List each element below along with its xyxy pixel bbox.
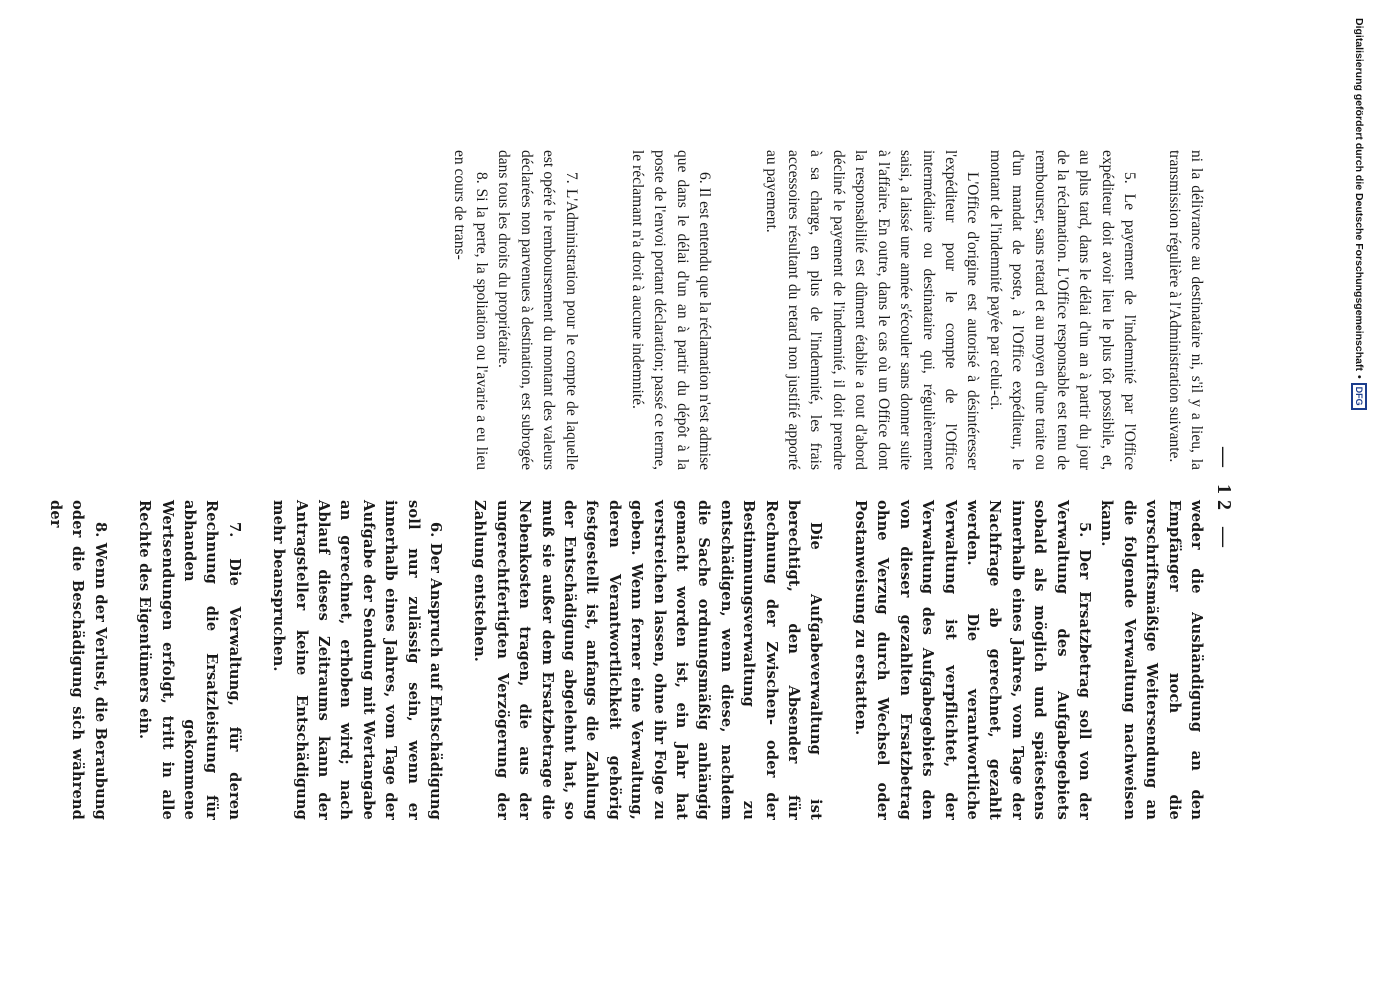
french-paragraph: L'Office d'origine est autorisé à désintéresser l'expéditeur pour le compte de l'Office intermédiaire ou destinataire qui, régulièrement saisi, a laissé une année s'écouler sans donner suite à l'affaire. En outre, dans le cas où un Office dont la responsabilité est dûment établie a tout d'abord décliné le payement de l'indemnité, il doit prendre à sa charge, en plus de l'indemnité, les frais accessoires résultant du retard non justifié apporté au payement. (762, 150, 982, 470)
german-paragraph: weder die Aushändigung an den Empfänger noch die vorschriftsmäßige Weitersendung an die folgende Verwaltung nachweisen kann. (1098, 500, 1205, 820)
watermark-text: Digitalisierung gefördert durch die Deutsche Forschungsgemeinschaft (1353, 18, 1365, 371)
french-paragraph: ni la délivrance au destinataire ni, s'il y a lieu, la transmission régulière à l'Administration suivante. (1165, 150, 1205, 470)
rotated-page (46, 150, 1235, 850)
french-paragraph: 5. Le payement de l'indemnité par l'Office expéditeur doit avoir lieu le plus tôt possibile, et, au plus tard, dans le délai d'un an à partir du jour de la réclamation. L'Office responsable est tenu de rembourser, sans retard et au moyen d'une traite ou d'un mandat de poste, à l'Office expéditeur, le montant de l'indemnité payée par celui-ci. (986, 150, 1139, 470)
french-column (447, 150, 1207, 470)
german-paragraph: 7. Die Verwaltung, für deren Rechnung die Ersatzleistung für abhanden gekommene Wertsendungen erfolgt, tritt in alle Rechte des Eigentümers ein. (136, 500, 243, 820)
german-paragraph: Die Aufgabeverwaltung ist berechtigt, den Absender für Rechnung der Zwischen- oder der Bestimmungsverwaltung zu entschädigen, wenn diese, nachdem die Sache ordnungsmäßig anhängig gemacht worden ist, ein Jahr hat verstreichen lassen, ohne ihr Folge zu geben. Wenn ferner eine Verwaltung, deren Verantwortlichkeit gehörig festgestellt ist, anfangs die Zahlung der Entschädigung abgelehnt hat, so muß sie außer dem Ersatzbetrage die Nebenkosten tragen, die aus der ungerechtfertigten Verzögerung der Zahlung entstehen. (471, 500, 825, 820)
german-column (44, 500, 1208, 820)
german-paragraph: 5. Der Ersatzbetrag soll von der Verwaltung des Aufgabegebiets sobald als möglich und spätestens innerhalb eines Jahres, vom Tage der Nachfrage ab gerechnet, gezahlt werden. Die verantwortliche Verwaltung ist verpflichtet, der Verwaltung des Aufgabegebiets den von dieser gezahlten Ersatzbetrag ohne Verzug durch Wechsel oder Postanweisung zu erstatten. (851, 500, 1093, 820)
french-paragraph: 7. L'Administration pour le compte de laquelle est opéré le remboursement du montant des valeurs déclarées non parvenues à destination, est subrogée dans tous les droits du propriétaire. (495, 150, 580, 470)
dfg-logo: DFG (1351, 383, 1367, 410)
page-number: — 12 — (1213, 447, 1235, 553)
german-paragraph: 8. Wenn der Verlust, die Beraubung oder die Beschädigung sich während der (46, 500, 109, 820)
french-paragraph: 6. Il est entendu que la réclamation n'est admise que dans le délai d'un an à partir du dépôt à la poste de l'envoi portant déclaration; passé ce terme, le réclamant n'a droit à aucune indemnité. (629, 150, 714, 470)
digitization-watermark: Digitalisierung gefördert durch die Deutsche Forschungsgemeinschaft • DFG (1351, 18, 1367, 778)
french-paragraph: 8. Si la perte, la spoliation ou l'avarie a eu lieu en cours de trans- (450, 150, 491, 470)
german-paragraph: 6. Der Anspruch auf Entschädigung soll nur zulässig sein, wenn er innerhalb eines Jahres, vom Tage der Aufgabe der Sendung mit Wertangabe an gerechnet, erhoben wird; nach Ablauf dieses Zeitraums kann der Antragsteller keine Entschädigung mehr beanspruchen. (270, 500, 444, 820)
